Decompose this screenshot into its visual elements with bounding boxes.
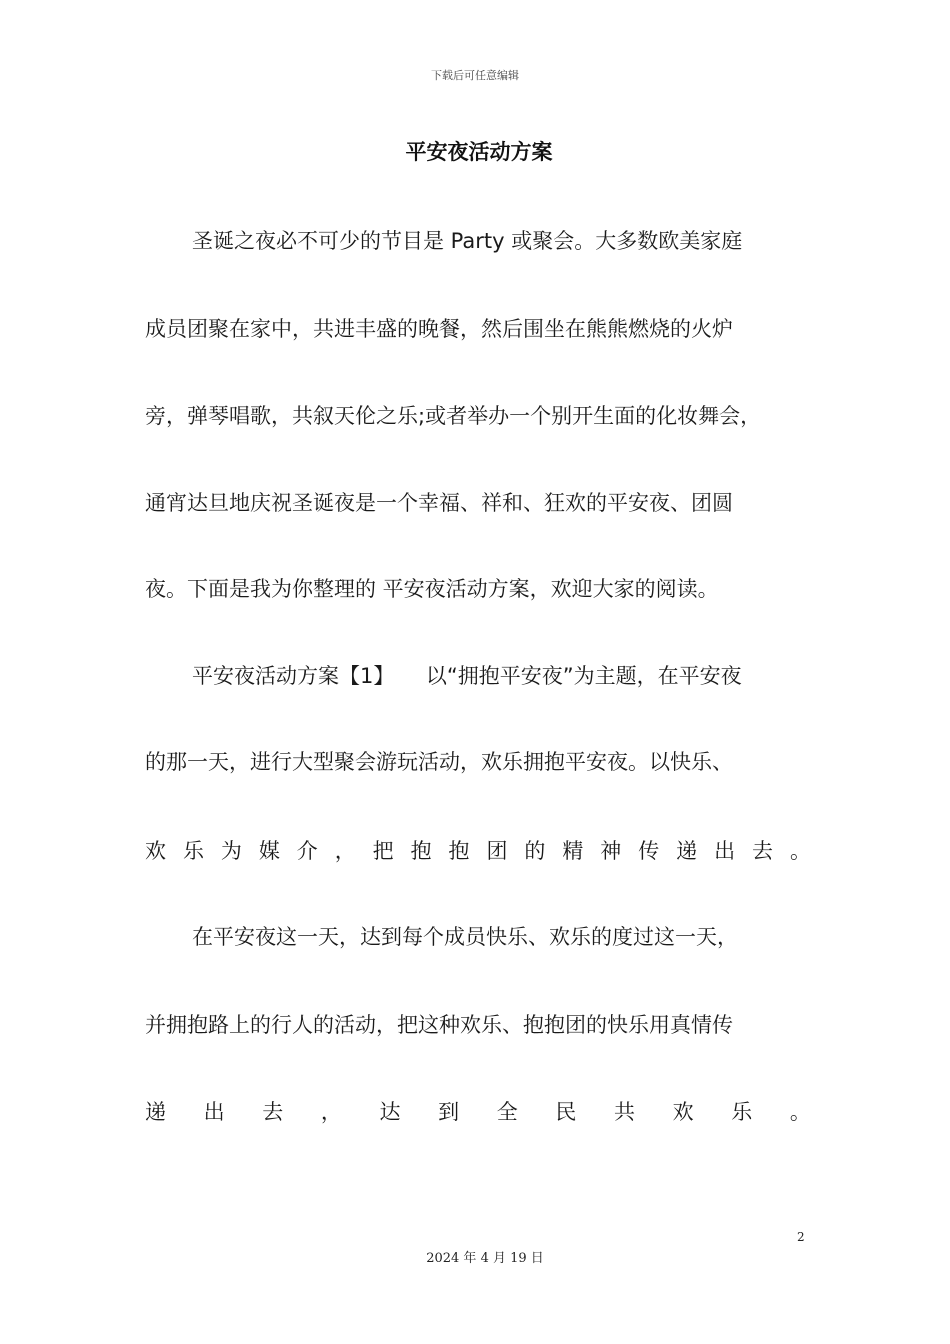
- paragraph-line-4: 通宵达旦地庆祝圣诞夜是一个幸福、祥和、狂欢的平安夜、团圆: [145, 491, 733, 515]
- justified-char: 为: [220, 839, 242, 863]
- justified-char: 递: [145, 1100, 166, 1124]
- paragraph-line-5: 夜。下面是我为你整理的 平安夜活动方案，欢迎大家的阅读。: [145, 577, 719, 601]
- justified-char: ，: [334, 839, 356, 863]
- justified-char: 全: [496, 1100, 518, 1124]
- paragraph-line-9: 在平安夜这一天，达到每个成员快乐、欢乐的度过这一天，: [192, 925, 738, 949]
- justified-char: 传: [638, 839, 660, 863]
- justified-char: ，: [320, 1100, 342, 1124]
- paragraph-line-10: 并拥抱路上的行人的活动，把这种欢乐、抱抱团的快乐用真情传: [145, 1013, 733, 1037]
- footer-date: 2024 年 4 月 19 日: [426, 1251, 544, 1266]
- page-number: 2: [797, 1230, 805, 1244]
- justified-char: 民: [555, 1100, 577, 1124]
- paragraph-line-11: [145, 1097, 811, 1127]
- justified-char: 共: [614, 1100, 635, 1124]
- header-note: 下载后可任意编辑: [431, 69, 519, 82]
- justified-char: 神: [600, 839, 622, 863]
- justified-char: 出: [714, 839, 736, 863]
- justified-char: 到: [438, 1100, 460, 1124]
- justified-char: 。: [789, 839, 811, 863]
- document-title: 平安夜活动方案: [405, 140, 553, 164]
- justified-char: 去: [752, 839, 773, 863]
- justified-char: 把: [372, 839, 394, 863]
- paragraph-line-1: 圣诞之夜必不可少的节目是 Party 或聚会。大多数欧美家庭: [192, 229, 743, 253]
- justified-char: 乐: [182, 839, 204, 863]
- justified-char: 乐: [731, 1100, 753, 1124]
- paragraph-line-6: 平安夜活动方案【1】 以“拥抱平安夜”为主题，在平安夜: [192, 664, 742, 688]
- paragraph-line-8: [145, 836, 811, 866]
- justified-char: 团: [486, 839, 508, 863]
- paragraph-line-2: 成员团聚在家中，共进丰盛的晚餐，然后围坐在熊熊燃烧的火炉: [145, 317, 733, 341]
- justified-char: 达: [379, 1100, 401, 1124]
- paragraph-line-3: 旁，弹琴唱歌，共叙天伦之乐;或者举办一个别开生面的化妆舞会，: [145, 404, 762, 428]
- justified-char: 抱: [410, 839, 432, 863]
- justified-char: 递: [676, 839, 698, 863]
- justified-char: 去: [262, 1100, 284, 1124]
- paragraph-line-7: 的那一天，进行大型聚会游玩活动，欢乐拥抱平安夜。以快乐、: [145, 750, 733, 774]
- justified-char: 欢: [145, 839, 166, 863]
- justified-char: 的: [524, 839, 546, 863]
- justified-char: 欢: [672, 1100, 694, 1124]
- justified-char: 。: [789, 1100, 811, 1124]
- justified-char: 介: [296, 839, 318, 863]
- justified-char: 精: [562, 839, 584, 863]
- justified-char: 抱: [448, 839, 470, 863]
- justified-char: 出: [203, 1100, 225, 1124]
- justified-char: 媒: [258, 839, 280, 863]
